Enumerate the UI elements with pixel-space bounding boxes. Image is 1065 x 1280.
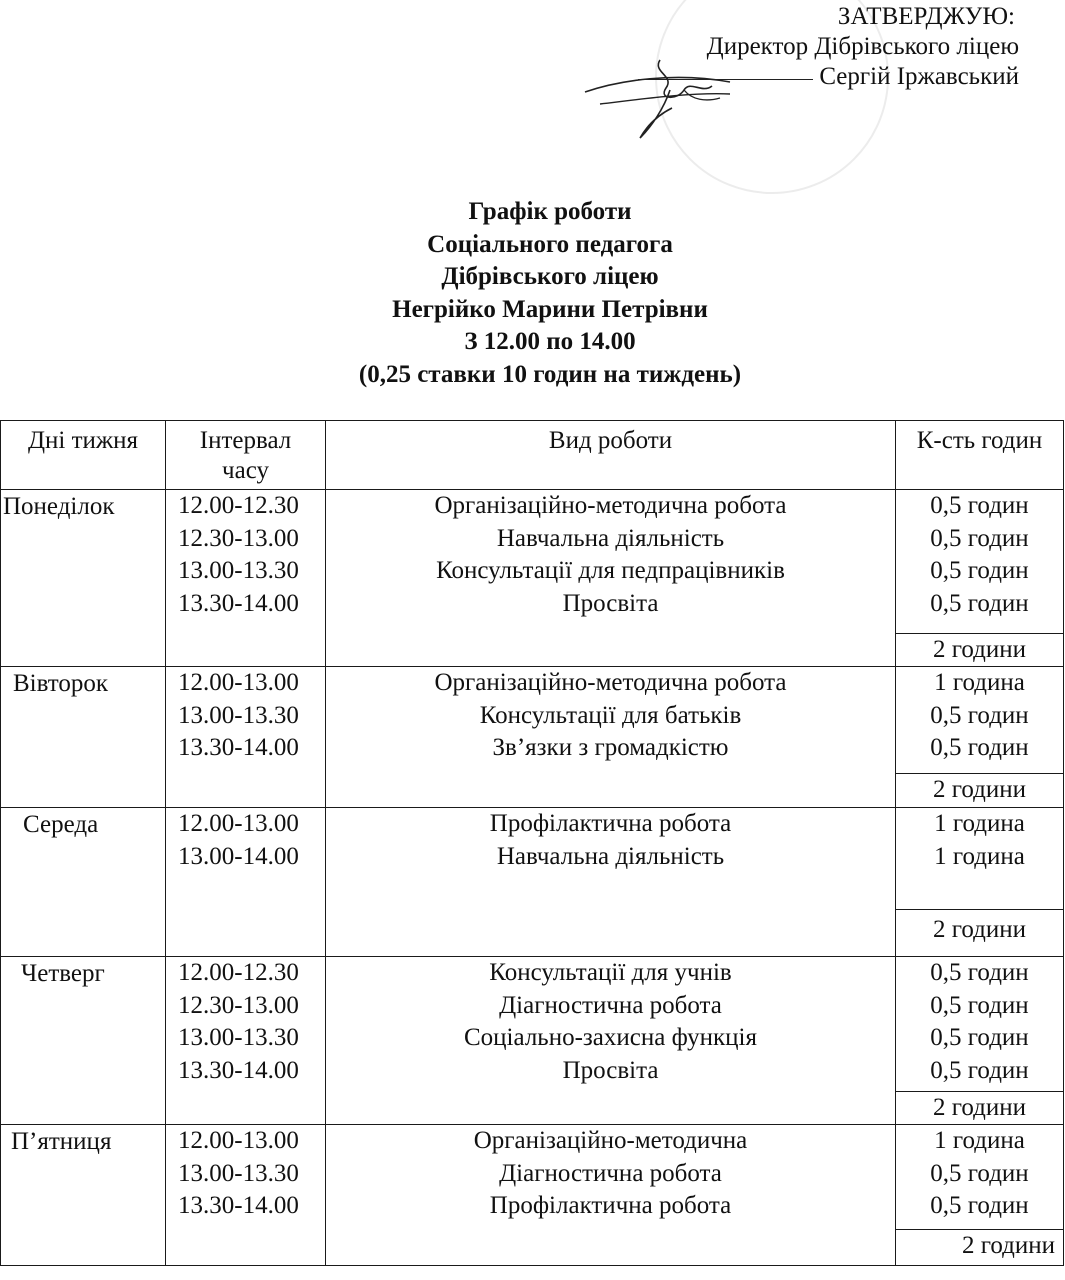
time-interval: 12.30-13.00 [178,524,299,552]
time-interval: 12.00-13.00 [178,810,299,837]
hours-value: 0,5 годин [930,959,1029,986]
work-type: Профілактична робота [489,1192,732,1219]
header-interval [166,421,326,490]
day-cell [1,490,166,667]
day-name: П’ятниця [11,1128,112,1155]
hours-value: 1 година [934,1127,1025,1154]
title-line: З 12.00 по 14.00 [464,328,636,355]
hours-value: 0,5 годин [930,589,1029,617]
title-line: Соціального педагога [427,230,673,258]
hours-value: 0,5 годин [930,734,1029,761]
day-cell [1,957,166,1125]
time-interval: 13.00-13.30 [178,1024,299,1051]
hours-cell [896,667,1064,808]
time-interval: 12.00-12.30 [178,959,299,986]
hours-value: 0,5 годин [930,557,1029,584]
day-cell [1,808,166,957]
day-name: Середа [23,811,99,838]
work-type: Просвіта [562,589,659,617]
work-type: Навчальна діяльність [496,524,725,552]
header-work: Вид роботи [326,421,896,490]
time-interval: 13.30-14.00 [178,589,299,617]
time-interval: 12.00-12.30 [178,492,299,519]
day-cell [1,1125,166,1266]
work-type: Профілактична робота [489,810,732,837]
time-interval: 12.00-13.00 [178,669,299,696]
approval-position: Директор Дібрівського ліцею [706,33,1019,60]
table-row [1,667,1064,808]
header-hours: К-сть годин [896,421,1064,490]
day-name: Четверг [21,960,105,987]
day-name: Понеділок [3,493,115,520]
work-type: Організаційно-методична робота [434,492,787,519]
header-interval-line: Інтервал [199,427,292,454]
hours-value: 0,5 годин [930,1159,1029,1187]
header-interval-line: часу [222,457,269,484]
time-cell [166,808,326,957]
title-line: (0,25 ставки 10 годин на тиждень) [358,360,742,388]
time-interval: 13.30-14.00 [178,1192,299,1219]
time-cell [166,957,326,1125]
work-type: Просвіта [562,1056,659,1084]
hours-cell [896,808,1064,957]
hours-cell [896,957,1064,1125]
time-interval: 13.00-13.30 [178,1159,299,1187]
work-type: Організаційно-методична робота [434,669,787,696]
approval-label: ЗАТВЕРДЖУЮ: [837,3,1015,30]
table-row [1,957,1064,1125]
header-day: Дні тижня [1,421,166,490]
day-name: Вівторок [13,670,109,697]
hours-value: 0,5 годин [930,701,1029,729]
work-type: Зв’язки з громадкістю [492,734,729,761]
hours-cell [896,1125,1064,1266]
hours-value: 0,5 годин [930,492,1029,519]
time-cell [166,1125,326,1266]
time-cell [166,667,326,808]
time-interval: 13.00-13.30 [178,701,299,729]
time-interval: 13.30-14.00 [178,1056,299,1084]
document-title [0,196,1065,391]
work-cell [326,667,896,808]
work-type: Консультації для учнів [489,959,732,986]
hours-value: 0,5 годин [930,1056,1029,1084]
hours-total: 2 години [896,633,1063,665]
table-row [1,490,1064,667]
hours-value: 0,5 годин [930,1192,1029,1219]
time-interval: 13.00-14.00 [178,842,299,870]
work-cell [326,1125,896,1266]
hours-cell [896,490,1064,667]
approval-name: Сергій Іржавський [819,63,1019,90]
hours-value: 0,5 годин [930,1024,1029,1051]
work-cell [326,808,896,957]
hours-value: 0,5 годин [930,991,1029,1019]
table-row [1,808,1064,957]
hours-value: 1 година [934,810,1025,837]
work-type: Навчальна діяльність [496,842,725,870]
work-type: Діагностична робота [499,1159,722,1187]
time-interval: 13.30-14.00 [178,734,299,761]
time-cell [166,490,326,667]
work-type: Організаційно-методична [473,1127,748,1154]
work-cell [326,490,896,667]
table-row [1,1125,1064,1266]
hours-total: 2 години [896,773,1063,805]
work-type: Консультації для батьків [479,701,742,729]
work-type: Діагностична робота [499,991,722,1019]
hours-total: 2 години [896,909,1063,950]
time-interval: 12.30-13.00 [178,991,299,1019]
hours-total: 2 години [896,1091,1063,1123]
hours-value: 1 година [934,669,1025,696]
schedule-table [0,420,1064,1266]
title-line: Негрійко Марини Петрівни [392,295,708,323]
hours-value: 0,5 годин [930,524,1029,552]
day-cell [1,667,166,808]
title-line: Графік роботи [468,198,632,225]
work-cell [326,957,896,1125]
handwritten-signature [580,42,740,142]
time-interval: 12.00-13.00 [178,1127,299,1154]
time-interval: 13.00-13.30 [178,557,299,584]
hours-total: 2 години [896,1229,1063,1261]
work-type: Соціально-захисна функція [464,1024,757,1051]
title-line: Дібрівського ліцею [441,263,659,290]
work-type: Консультації для педпрацівників [436,557,785,584]
hours-value: 1 година [934,842,1025,870]
